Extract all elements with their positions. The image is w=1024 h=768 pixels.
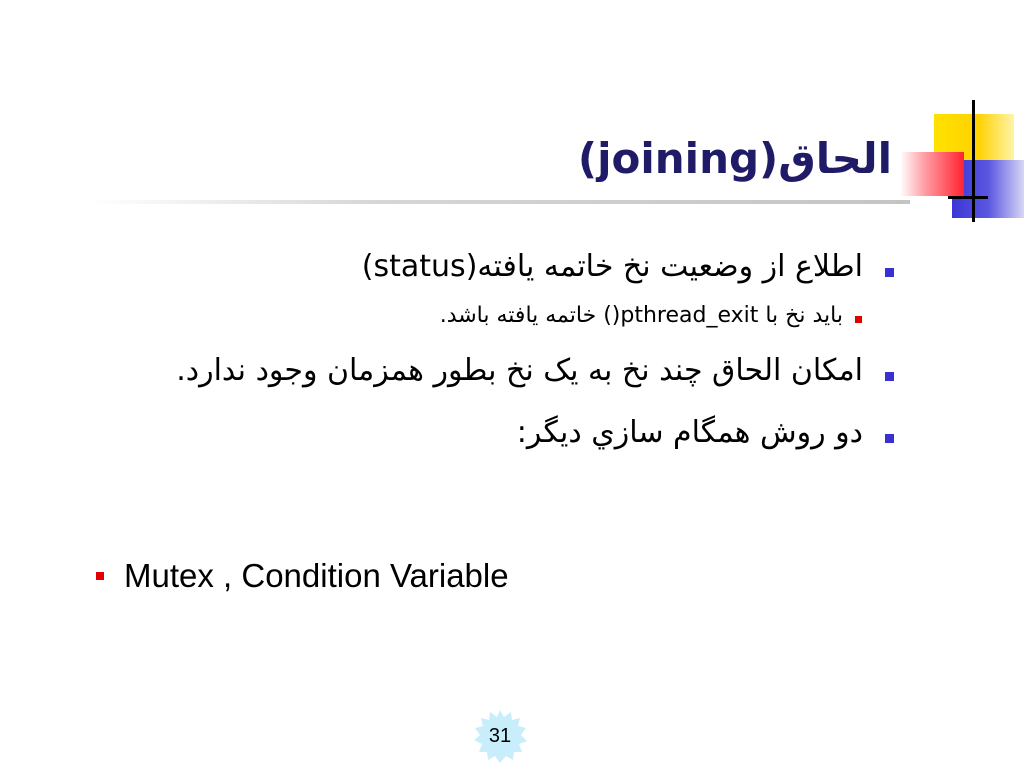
bullet-text: دو روش همگام سازي ديگر: (516, 415, 863, 450)
page-number: 31 (488, 724, 512, 747)
bullet-square-icon (885, 434, 894, 443)
sub-bullet-text: بايد نخ با pthread_exit() خاتمه يافته باشد. (439, 303, 843, 328)
page-number-badge (472, 708, 528, 764)
sub-bullet-item (30, 298, 894, 334)
bullet-text: امکان الحاق چند نخ به يک نخ بطور همزمان وجود ندارد. (176, 353, 863, 388)
bullet-text: اطلاع از وضعيت نخ خاتمه يافته(status) (361, 249, 863, 284)
logo-horizontal-line (948, 196, 988, 199)
sub-bullet-item (96, 554, 509, 598)
bullet-square-icon (885, 372, 894, 381)
logo-decoration (880, 100, 1024, 225)
bullet-list (30, 240, 894, 460)
title-divider (90, 200, 910, 204)
bullet-item (30, 240, 894, 294)
sub-bullet-square-icon (855, 316, 862, 323)
bullet-square-icon (885, 268, 894, 277)
sub-bullet-square-icon (96, 572, 104, 580)
slide-title: الحاق(joining) (577, 134, 892, 183)
bullet-item (30, 344, 894, 398)
sub-bullet-text: Mutex , Condition Variable (124, 557, 509, 594)
logo-red-square (900, 152, 964, 196)
logo-vertical-line (972, 100, 975, 222)
bullet-item (30, 406, 894, 460)
